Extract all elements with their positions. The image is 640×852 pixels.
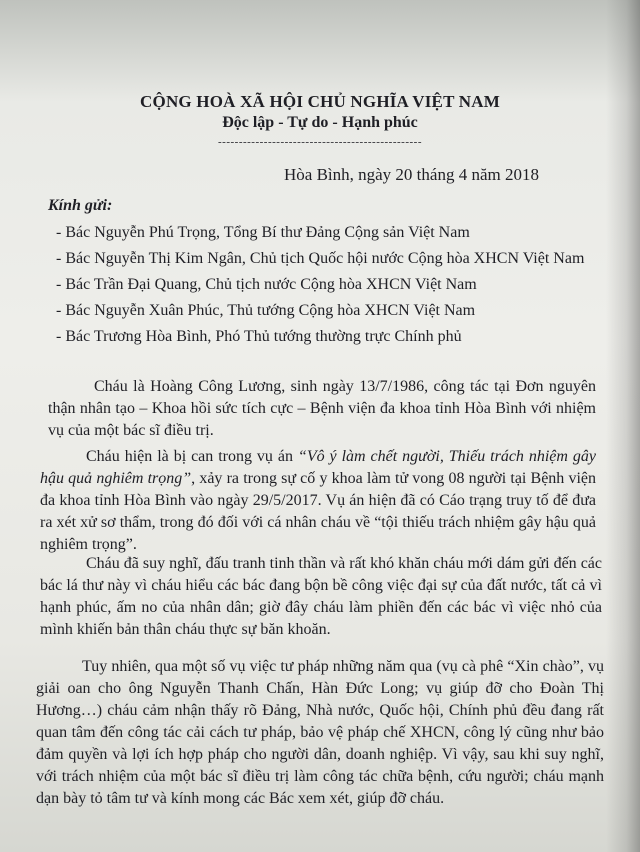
country-title: CỘNG HOÀ XÃ HỘI CHỦ NGHĨA VIỆT NAM — [140, 92, 500, 111]
paragraph-text: Tuy nhiên, qua một số vụ việc tư pháp những năm qua (vụ cà phê “Xin chào”, vụ giải oan cho ông Nguyễn Thanh Chấn, Hàn Đức Long; vụ giúp đỡ cho Đoàn Thị Hương…) cháu cảm nhận thấy rõ Đảng, Nhà nước, Quốc hội, Chính phủ đều đang rất quan tâm đến công tác cải cách tư pháp, bảo vệ pháp chế XHCN, công lý cũng như bảo đảm quyền và lợi ích hợp pháp cho người dân, doanh nghiệp. Vì vậy, sau khi suy nghĩ, với trách nhiệm của một bác sĩ điều trị làm công tác chữa bệnh, cứu người; cháu mạnh dạn bày tỏ tâm tư và kính mong các Bác xem xét, giúp đỡ cháu. — [36, 658, 604, 807]
recipient-list — [56, 220, 584, 350]
paragraph-text: Cháu đã suy nghĩ, đấu tranh tinh thần và rất khó khăn cháu mới dám gửi đến các bác lá thư này vì cháu hiểu các bác đang bộn bề công việc đại sự của đất nước, tất cả vì hạnh phúc, ấm no của nhân dân; giờ đây cháu làm phiền đến các bác vì việc nhỏ của mình khiến bản thân cháu thực sự băn khoăn. — [40, 555, 602, 638]
paragraph-text: Cháu là Hoàng Công Lương, sinh ngày 13/7/1986, công tác tại Đơn nguyên thận nhân tạo – Khoa hồi sức tích cực – Bệnh viện đa khoa tỉnh Hòa Bình với nhiệm vụ của một bác sĩ điều trị. — [48, 378, 596, 439]
paragraph-request — [36, 656, 604, 810]
recipient-item: - Bác Nguyễn Phú Trọng, Tổng Bí thư Đảng Cộng sản Việt Nam — [56, 224, 470, 241]
paragraph-introduction — [48, 376, 596, 442]
greeting: Kính gửi: — [48, 197, 113, 214]
paragraph-reflection — [40, 553, 602, 641]
date-line: Hòa Bình, ngày 20 tháng 4 năm 2018 — [284, 165, 539, 184]
recipient-item: - Bác Trương Hòa Bình, Phó Thủ tướng thường trực Chính phủ — [56, 328, 462, 345]
recipient-item: - Bác Trần Đại Quang, Chủ tịch nước Cộng hòa XHCN Việt Nam — [56, 276, 477, 293]
motto: Độc lập - Tự do - Hạnh phúc — [222, 114, 418, 131]
paragraph-text: , xảy ra trong sự cố y khoa làm tử vong 08 người tại Bệnh viện đa khoa tỉnh Hòa Bình vào ngày 29/5/2017. Vụ án hiện đã có Cáo trạng truy tố để đưa ra xét xử sơ thẩm, trong đó đối với cá nhân cháu về “tội thiếu trách nhiệm gây hậu quả nghiêm trọng”. — [40, 470, 597, 553]
recipient-item: - Bác Nguyễn Thị Kim Ngân, Chủ tịch Quốc hội nước Cộng hòa XHCN Việt Nam — [56, 250, 585, 267]
paragraph-text: Cháu hiện là bị can trong vụ án — [86, 448, 298, 465]
paragraph-case — [40, 446, 596, 556]
case-name-quote: “Vô ý làm chết người, Thiếu trách nhiệm gây hậu quả nghiêm trọng” — [40, 448, 596, 487]
title-separator: ------------------------------------------------- — [218, 136, 422, 148]
recipient-item: - Bác Nguyễn Xuân Phúc, Thủ tướng Cộng hòa XHCN Việt Nam — [56, 302, 476, 319]
